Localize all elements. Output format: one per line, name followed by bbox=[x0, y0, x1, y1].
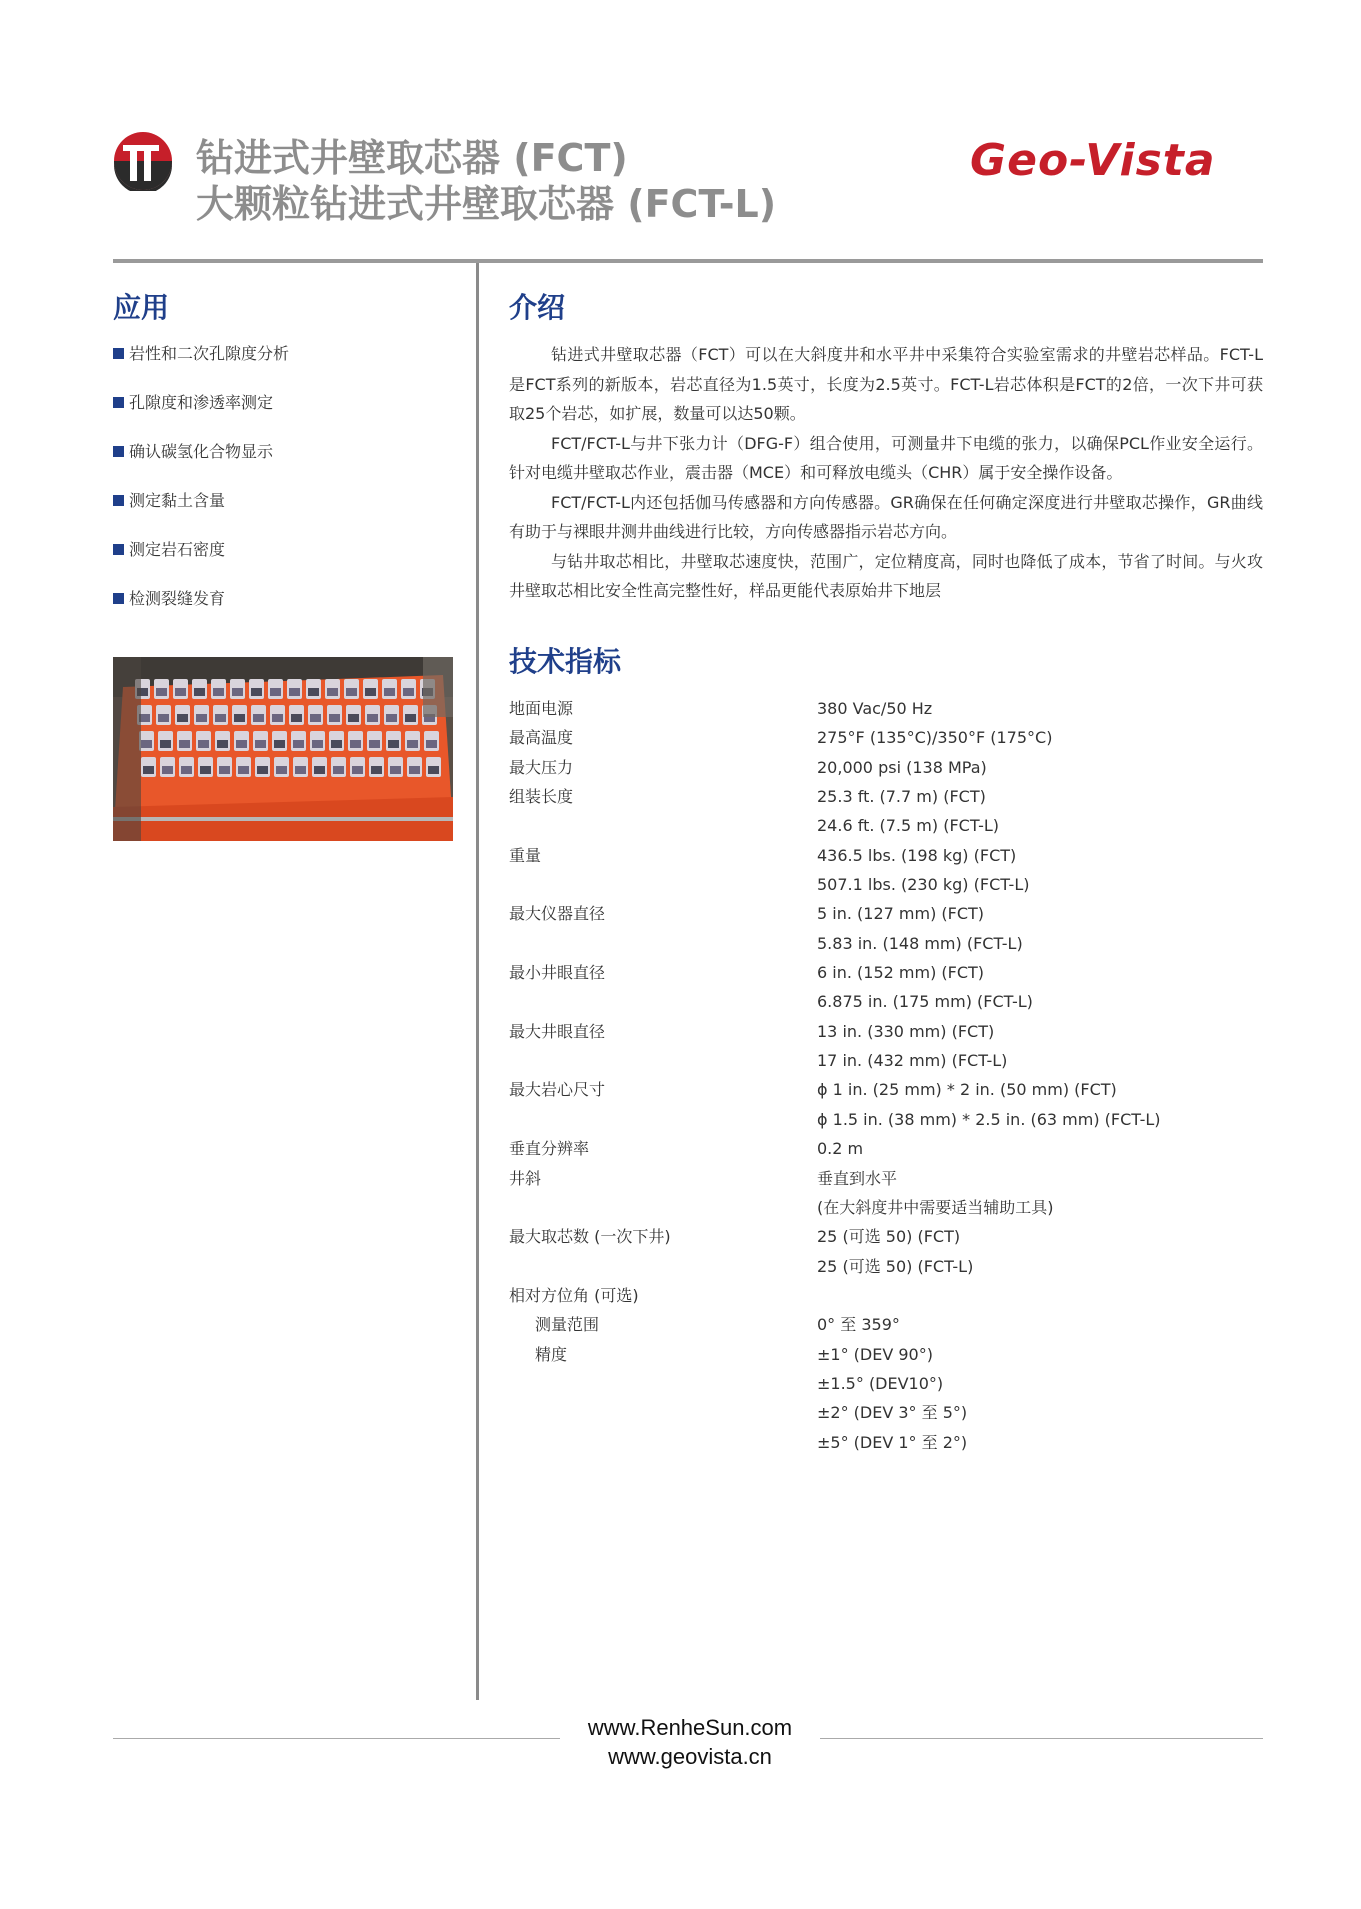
core-jar bbox=[253, 731, 268, 751]
core-jar bbox=[293, 757, 308, 777]
core-jar bbox=[363, 679, 378, 699]
core-jar bbox=[388, 757, 403, 777]
core-jar bbox=[211, 679, 226, 699]
spec-value: 5 in. (127 mm) (FCT) bbox=[817, 904, 985, 924]
spec-row bbox=[509, 1340, 1263, 1457]
footer-rule-right bbox=[820, 1738, 1263, 1739]
spec-row bbox=[509, 782, 1263, 841]
core-jar bbox=[407, 757, 422, 777]
spec-row bbox=[509, 753, 1263, 782]
application-item-label: 岩性和二次孔隙度分析 bbox=[129, 344, 290, 363]
spec-label: 最大井眼直径 bbox=[509, 1021, 606, 1041]
core-jar bbox=[346, 705, 361, 725]
spec-row bbox=[509, 723, 1263, 752]
core-jar bbox=[215, 731, 230, 751]
core-jar bbox=[403, 705, 418, 725]
spec-label: 组装长度 bbox=[509, 787, 574, 807]
application-item bbox=[113, 439, 453, 488]
core-jar bbox=[173, 679, 188, 699]
core-jar bbox=[384, 705, 399, 725]
introduction-heading: 介绍 bbox=[509, 291, 566, 324]
spec-value: 25.3 ft. (7.7 m) (FCT) bbox=[817, 787, 986, 807]
spec-label: 最大取芯数 (一次下井) bbox=[509, 1227, 671, 1247]
spec-value: ±2° (DEV 3° 至 5°) bbox=[817, 1403, 968, 1423]
spec-row bbox=[509, 1075, 1263, 1134]
spec-value: 25 (可选 50) (FCT) bbox=[817, 1227, 961, 1247]
application-item bbox=[113, 341, 453, 390]
bullet-square-icon bbox=[113, 348, 124, 359]
spec-value: 17 in. (432 mm) (FCT-L) bbox=[817, 1051, 1008, 1071]
spec-label: 最大仪器直径 bbox=[509, 904, 606, 924]
core-jar bbox=[179, 757, 194, 777]
core-jar bbox=[213, 705, 228, 725]
spec-values bbox=[817, 1075, 1161, 1134]
core-jar bbox=[367, 731, 382, 751]
spec-value: ±1.5° (DEV10°) bbox=[817, 1373, 944, 1393]
core-jar bbox=[344, 679, 359, 699]
core-jar bbox=[287, 679, 302, 699]
spec-value: 13 in. (330 mm) (FCT) bbox=[817, 1021, 995, 1041]
core-jar bbox=[369, 757, 384, 777]
core-jar bbox=[401, 679, 416, 699]
core-jar bbox=[350, 757, 365, 777]
core-jar bbox=[405, 731, 420, 751]
title-line-2: 大颗粒钻进式井壁取芯器 (FCT-L) bbox=[196, 182, 777, 226]
core-jar bbox=[325, 679, 340, 699]
spec-value: 20,000 psi (138 MPa) bbox=[817, 757, 987, 777]
introduction-body bbox=[509, 340, 1263, 606]
core-jar bbox=[382, 679, 397, 699]
brand-logo-text: Geo-Vista bbox=[970, 135, 1216, 186]
core-jar bbox=[192, 679, 207, 699]
spec-values bbox=[817, 782, 999, 841]
core-jar bbox=[331, 757, 346, 777]
spec-value: 6 in. (152 mm) (FCT) bbox=[817, 963, 985, 983]
spec-values bbox=[817, 841, 1029, 900]
spec-values bbox=[817, 1340, 967, 1457]
spec-row bbox=[509, 1134, 1263, 1163]
bullet-square-icon bbox=[113, 544, 124, 555]
core-jar bbox=[329, 731, 344, 751]
bullet-square-icon bbox=[113, 397, 124, 408]
application-item-label: 检测裂缝发育 bbox=[129, 589, 226, 608]
application-item bbox=[113, 390, 453, 439]
spec-values bbox=[817, 723, 1052, 752]
spec-row bbox=[509, 1222, 1263, 1281]
spec-value: ϕ 1 in. (25 mm) * 2 in. (50 mm) (FCT) bbox=[817, 1080, 1117, 1100]
spec-value: 0.2 m bbox=[817, 1139, 864, 1159]
application-item bbox=[113, 537, 453, 586]
core-jar bbox=[196, 731, 211, 751]
spec-value: 25 (可选 50) (FCT-L) bbox=[817, 1256, 974, 1276]
specifications-heading: 技术指标 bbox=[509, 645, 622, 678]
spec-value: 380 Vac/50 Hz bbox=[817, 699, 933, 718]
spec-label: 精度 bbox=[535, 1344, 568, 1364]
core-jar bbox=[234, 731, 249, 751]
spec-label: 井斜 bbox=[509, 1168, 542, 1188]
spec-values bbox=[817, 1310, 900, 1339]
spec-label: 测量范围 bbox=[535, 1315, 600, 1335]
core-jar bbox=[198, 757, 213, 777]
spec-row bbox=[509, 958, 1263, 1017]
spec-row bbox=[509, 1164, 1263, 1223]
bullet-square-icon bbox=[113, 446, 124, 457]
spec-value: 垂直到水平 bbox=[817, 1168, 898, 1188]
core-jar bbox=[217, 757, 232, 777]
intro-paragraph: FCT/FCT-L内还包括伽马传感器和方向传感器。GR确保在任何确定深度进行井壁取芯操作，GR曲线有助于与裸眼井测井曲线进行比较，方向传感器指示岩芯方向。 bbox=[509, 492, 1263, 541]
core-jar bbox=[274, 757, 289, 777]
core-jar bbox=[426, 757, 441, 777]
core-jar bbox=[255, 757, 270, 777]
spec-value: 24.6 ft. (7.5 m) (FCT-L) bbox=[817, 816, 1000, 836]
core-samples-photo bbox=[113, 657, 453, 841]
intro-paragraph: 与钻井取芯相比，井壁取芯速度快，范围广，定位精度高，同时也降低了成本，节省了时间。与火攻井壁取芯相比安全性高完整性好，样品更能代表原始井下地层 bbox=[509, 551, 1263, 600]
application-item bbox=[113, 488, 453, 537]
spec-row bbox=[509, 1017, 1263, 1076]
core-jar bbox=[194, 705, 209, 725]
spec-value: (在大斜度井中需要适当辅助工具) bbox=[817, 1197, 1054, 1217]
document-title bbox=[196, 135, 776, 227]
spec-value: 436.5 lbs. (198 kg) (FCT) bbox=[817, 845, 1017, 865]
bullet-square-icon bbox=[113, 495, 124, 506]
spec-value: 5.83 in. (148 mm) (FCT-L) bbox=[817, 933, 1023, 953]
core-jar bbox=[230, 679, 245, 699]
core-jar bbox=[272, 731, 287, 751]
core-jar bbox=[139, 731, 154, 751]
spec-values bbox=[817, 1134, 863, 1163]
spec-value: 0° 至 359° bbox=[817, 1315, 900, 1335]
spec-value: ±5° (DEV 1° 至 2°) bbox=[817, 1432, 968, 1452]
spec-row bbox=[509, 694, 1263, 723]
core-jar bbox=[268, 679, 283, 699]
core-jar bbox=[270, 705, 285, 725]
spec-value: 507.1 lbs. (230 kg) (FCT-L) bbox=[817, 875, 1030, 895]
spec-values bbox=[817, 958, 1033, 1017]
core-jar bbox=[386, 731, 401, 751]
applications-heading: 应用 bbox=[113, 291, 170, 324]
spec-values bbox=[817, 1222, 973, 1281]
spec-value: 6.875 in. (175 mm) (FCT-L) bbox=[817, 992, 1033, 1012]
spec-label: 相对方位角 (可选) bbox=[509, 1285, 639, 1305]
spec-value: ±1° (DEV 90°) bbox=[817, 1344, 933, 1364]
footer-url-geovista[interactable]: www.geovista.cn bbox=[608, 1744, 772, 1769]
core-jar bbox=[175, 705, 190, 725]
core-jar bbox=[141, 757, 156, 777]
spec-values bbox=[817, 1017, 1007, 1076]
core-jar bbox=[348, 731, 363, 751]
spec-value: 275°F (135°C)/350°F (175°C) bbox=[817, 728, 1053, 748]
spec-label: 最高温度 bbox=[509, 728, 574, 748]
core-jar bbox=[327, 705, 342, 725]
spec-value: ϕ 1.5 in. (38 mm) * 2.5 in. (63 mm) (FCT-L) bbox=[817, 1109, 1161, 1129]
application-item-label: 测定岩石密度 bbox=[129, 540, 226, 559]
core-jar bbox=[291, 731, 306, 751]
application-item-label: 确认碳氢化合物显示 bbox=[129, 442, 274, 461]
application-item bbox=[113, 586, 453, 635]
spec-row bbox=[509, 1281, 1263, 1310]
application-item-label: 测定黏土含量 bbox=[129, 491, 226, 510]
core-jar bbox=[236, 757, 251, 777]
core-jar bbox=[177, 731, 192, 751]
core-jar bbox=[158, 731, 173, 751]
spec-label: 最大岩心尺寸 bbox=[509, 1080, 606, 1100]
footer-url-renhesun[interactable]: www.RenheSun.com bbox=[587, 1715, 793, 1740]
spec-label: 地面电源 bbox=[509, 699, 574, 718]
core-jar bbox=[365, 705, 380, 725]
spec-values bbox=[817, 1164, 1054, 1223]
core-jar bbox=[312, 757, 327, 777]
core-jar bbox=[424, 731, 439, 751]
core-jar bbox=[306, 679, 321, 699]
core-jar bbox=[251, 705, 266, 725]
application-item-label: 孔隙度和渗透率测定 bbox=[129, 393, 274, 412]
intro-paragraph: 钻进式井壁取芯器（FCT）可以在大斜度井和水平井中采集符合实验室需求的井壁岩芯样品。FCT-L是FCT系列的新版本，岩芯直径为1.5英寸，长度为2.5英寸。FCT-L岩芯体积是FCT的2倍，一次下井可获取25个岩芯，如扩展，数量可以达50颗。 bbox=[509, 345, 1263, 423]
intro-paragraph: FCT/FCT-L与井下张力计（DFG-F）组合使用，可测量井下电缆的张力，以确保PCL作业安全运行。针对电缆井壁取芯作业，震击器（MCE）和可释放电缆头（CHR）属于安全操作设备。 bbox=[509, 433, 1263, 482]
spec-row bbox=[509, 841, 1263, 900]
spec-values bbox=[817, 899, 1023, 958]
column-divider bbox=[476, 263, 479, 1700]
core-jar bbox=[310, 731, 325, 751]
spec-row bbox=[509, 899, 1263, 958]
spec-label: 重量 bbox=[509, 845, 542, 865]
core-jar bbox=[289, 705, 304, 725]
header-divider bbox=[113, 259, 1263, 263]
spec-values bbox=[817, 753, 987, 782]
specifications-table bbox=[509, 694, 1263, 1457]
core-jar bbox=[249, 679, 264, 699]
core-jar bbox=[160, 757, 175, 777]
core-jar bbox=[232, 705, 247, 725]
company-logo-icon bbox=[113, 131, 173, 191]
core-jar bbox=[156, 705, 171, 725]
spec-row bbox=[509, 1310, 1263, 1339]
footer-rule-left bbox=[113, 1738, 560, 1739]
core-jar bbox=[154, 679, 169, 699]
title-line-1: 钻进式井壁取芯器 (FCT) bbox=[196, 136, 628, 180]
applications-list bbox=[113, 341, 453, 635]
core-jar bbox=[308, 705, 323, 725]
bullet-square-icon bbox=[113, 593, 124, 604]
spec-values bbox=[817, 694, 932, 723]
spec-label: 垂直分辨率 bbox=[509, 1139, 590, 1159]
spec-label: 最小井眼直径 bbox=[509, 963, 606, 983]
spec-label: 最大压力 bbox=[509, 757, 574, 777]
